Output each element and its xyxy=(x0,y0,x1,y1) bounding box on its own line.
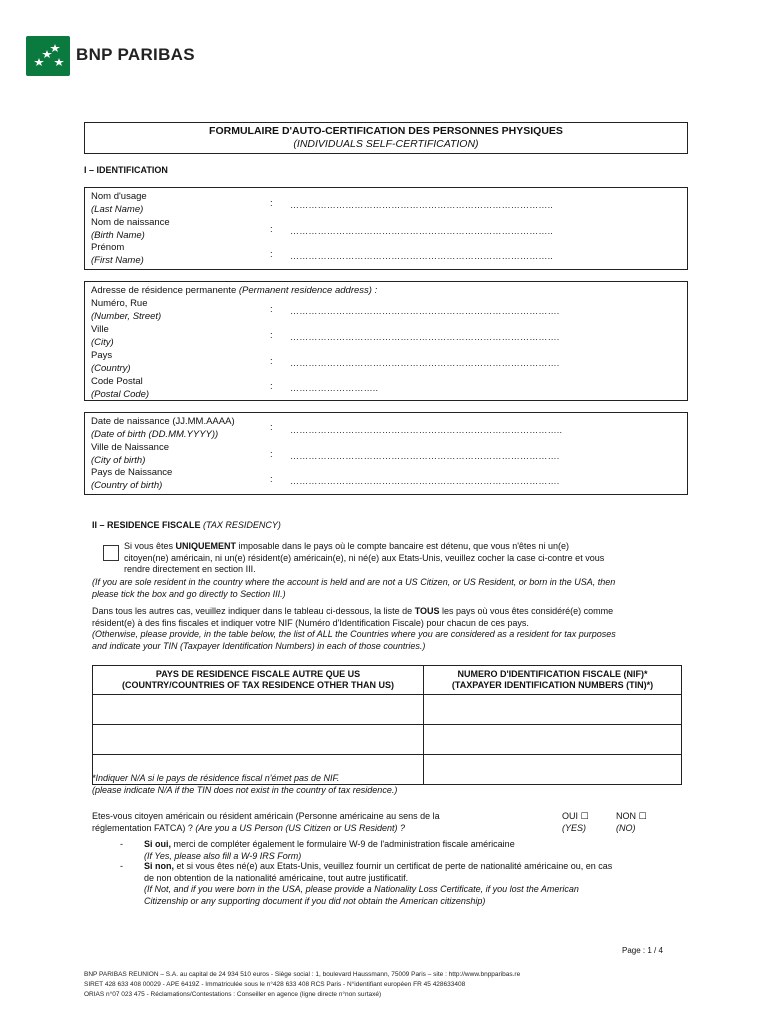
us-person-question: Etes-vous citoyen américain ou résident américain (Personne américaine au sens de la réglementation FATCA) ? (Are you a US Person (US Citizen or US Resident) ? xyxy=(92,811,440,833)
street-label: Numéro, Rue (Number, Street) xyxy=(91,298,162,322)
postal-code-label: Code Postal (Postal Code) xyxy=(91,376,150,400)
form-subtitle: (INDIVIDUALS SELF-CERTIFICATION) xyxy=(293,138,479,150)
form-title: FORMULAIRE D'AUTO-CERTIFICATION DES PERSONNES PHYSIQUES xyxy=(209,125,563,137)
first-name-field[interactable]: ………………………………………………………………………….. xyxy=(290,251,554,261)
table-row xyxy=(93,695,682,725)
other-cases-text: Dans tous les autres cas, veuillez indiquer dans le tableau ci-dessous, la liste de TOUS les pays où vous êtes considéré(e) comme résident(e) à des fins fiscales et indiquer votre NIF (Numéro d'Identification Fiscale) pour chacun de ces pays. (Otherwise, please provide, in the table below, the list of ALL the Countries where you are considered as a resident for tax purposes and indicate your TIN (Taxpayer Identification Numbers) in each of those countries.) xyxy=(92,606,616,651)
city-of-birth-field[interactable]: ……………………………………………………………………………. xyxy=(290,451,560,461)
birth-box: Date de naissance (JJ.MM.AAAA) (Date of birth (DD.MM.YYYY)) : …………………………………………………………………………….. Ville de Naissance (City of birth) : ……………………………………………………………………………. Pays de Naissance (Country of birth) : ……………………………………………………………………………. xyxy=(84,412,688,495)
bullet-dash: - xyxy=(120,839,123,849)
address-header: Adresse de résidence permanente (Permanent residence address) : xyxy=(91,285,378,296)
country-label: Pays (Country) xyxy=(91,350,131,374)
last-name-label: Nom d'usage (Last Name) xyxy=(91,191,147,215)
tax-residence-table xyxy=(92,665,682,785)
table-header-country: PAYS DE RESIDENCE FISCALE AUTRE QUE US (COUNTRY/COUNTRIES OF TAX RESIDENCE OTHER THAN US) xyxy=(93,666,424,695)
country-of-birth-field[interactable]: ……………………………………………………………………………. xyxy=(290,476,560,486)
postal-code-field[interactable]: ……………………….. xyxy=(290,383,379,393)
last-name-field[interactable]: ………………………………………………………………………….. xyxy=(290,200,554,210)
sole-resident-text-en: (If you are sole resident in the country where the account is held and are not a US Citizen, or US Resident, or born in the USA, then please tick the box and go directly to Section III.) xyxy=(92,577,616,599)
country-of-birth-label: Pays de Naissance (Country of birth) xyxy=(91,467,173,491)
city-label: Ville (City) xyxy=(91,324,114,348)
sole-resident-text: Si vous êtes UNIQUEMENT imposable dans le pays où le compte bancaire est détenu, que vous n'êtes ni un(e) citoyen(ne) américain, ni un(e) résident(e) américain(e), ni né(e) aux Etats-Unis, veuillez cocher la case ci-contre et vous rendre directement en section III. xyxy=(124,541,605,574)
us-person-yes-option[interactable]: OUI ☐ (YES) xyxy=(562,811,589,833)
city-field[interactable]: ……………………………………………………………………………. xyxy=(290,332,560,342)
first-name-label: Prénom (First Name) xyxy=(91,242,144,266)
table-row xyxy=(93,725,682,755)
bullet-no-text: Si non, et si vous êtes né(e) aux Etats-Unis, veuillez fournir un certificat de perte de nationalité américaine ou, en cas de non obtention de la nationalité américaine, tout autre justificatif. (If Not, and if you were born in the USA, please provide a Nationality Loss Certificate, if you lost the American Citizenship or any supporting document if you did not obtain the American citizenship) xyxy=(144,861,613,906)
table-header-tin: NUMERO D'IDENTIFICATION FISCALE (NIF)* (TAXPAYER IDENTIFICATION NUMBERS (TIN)*) xyxy=(424,666,682,695)
section-tax-residency-heading: II – RESIDENCE FISCALE (TAX RESIDENCY) xyxy=(92,520,281,530)
date-of-birth-field[interactable]: …………………………………………………………………………….. xyxy=(290,425,563,435)
section-identification-heading: I – IDENTIFICATION xyxy=(84,165,168,175)
tin-cell[interactable] xyxy=(424,725,682,755)
tin-cell[interactable] xyxy=(424,695,682,725)
city-of-birth-label: Ville de Naissance (City of birth) xyxy=(91,442,169,466)
date-of-birth-label: Date de naissance (JJ.MM.AAAA) (Date of birth (DD.MM.YYYY)) xyxy=(91,416,235,440)
page-number: Page : 1 / 4 xyxy=(622,946,663,955)
country-cell[interactable] xyxy=(93,695,424,725)
footer: BNP PARIBAS REUNION – S.A. au capital de 24 934 510 euros - Siège social : 1, boulevard Haussmann, 75009 Paris – site : http://www.bnpparibas.re SIRET 428 633 408 00029 - APE 6419Z - Immatriculée sous le n°428 633 408 RCS Paris - N°identifiant européen FR 45 428633408 ORIAS n°07 023 475 - Réclamations/Contestations : Conseiller en agence (ligne directe n°non surtaxé) xyxy=(84,971,521,998)
address-box: Adresse de résidence permanente (Permanent residence address) : Numéro, Rue (Number, Street) : ……………………………………………………………………………. Ville (City) : ……………………………………………………………………………. Pays (Country) : ……………………………………………………………………………. Code Postal (Postal Code) : ……………………….. xyxy=(84,281,688,401)
identification-box: Nom d'usage (Last Name) : ………………………………………………………………………….. Nom de naissance (Birth Name) : ………………………………………………………………………….. Prénom (First Name) : ………………………………………………………………………….. xyxy=(84,187,688,270)
form-title-box xyxy=(84,122,688,154)
us-person-no-option[interactable]: NON ☐ (NO) xyxy=(616,811,647,833)
sole-resident-checkbox[interactable] xyxy=(103,545,119,561)
country-field[interactable]: ……………………………………………………………………………. xyxy=(290,358,560,368)
birth-name-field[interactable]: ………………………………………………………………………….. xyxy=(290,226,554,236)
bnp-stars-logo-icon xyxy=(26,36,70,76)
country-cell[interactable] xyxy=(93,725,424,755)
bullet-dash: - xyxy=(120,861,123,871)
street-field[interactable]: ……………………………………………………………………………. xyxy=(290,306,560,316)
tin-note: *Indiquer N/A si le pays de résidence fiscal n'émet pas de NIF. (please indicate N/A if the TIN does not exist in the country of tax residence.) xyxy=(92,773,398,795)
bullet-yes-text: Si oui, merci de compléter également le formulaire W-9 de l'administration fiscale américaine (If Yes, please also fill a W-9 IRS Form) xyxy=(144,839,515,861)
brand-name: BNP PARIBAS xyxy=(76,45,195,64)
birth-name-label: Nom de naissance (Birth Name) xyxy=(91,217,170,241)
